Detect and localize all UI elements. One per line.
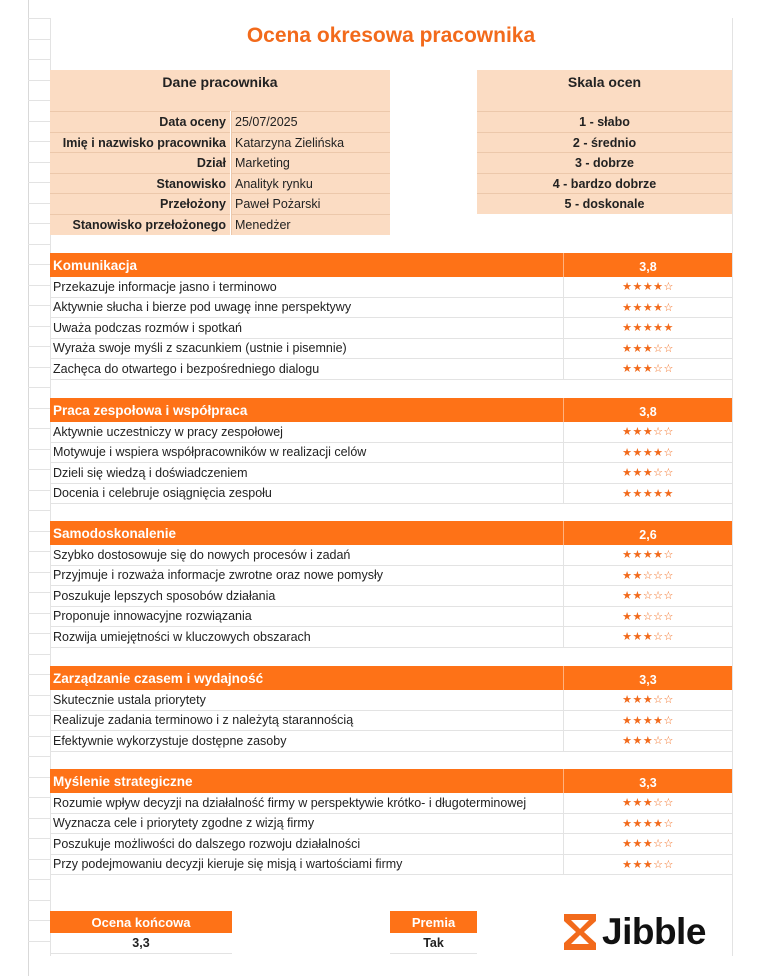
criterion-text: Przekazuje informacje jasno i terminowo <box>50 277 563 298</box>
criterion-text: Uważa podczas rozmów i spotkań <box>50 318 563 339</box>
criterion-text: Zachęca do otwartego i bezpośredniego dialogu <box>50 359 563 380</box>
criterion-text: Wyznacza cele i priorytety zgodne z wizją firmy <box>50 814 563 835</box>
rating-stars: ★★★★☆ <box>563 711 732 732</box>
rating-stars: ★★★☆☆ <box>563 855 732 876</box>
employee-spacer <box>50 94 390 111</box>
criterion-text: Poszukuje lepszych sposobów działania <box>50 586 563 607</box>
criterion-text: Rozumie wpływ decyzji na działalność firmy w perspektywie krótko- i długoterminowej <box>50 793 563 814</box>
jibble-logo <box>562 909 706 955</box>
criterion-text: Efektywnie wykorzystuje dostępne zasoby <box>50 731 563 752</box>
rating-stars: ★★★☆☆ <box>563 834 732 855</box>
rating-stars: ★★★☆☆ <box>563 731 732 752</box>
final-score-value: 3,3 <box>50 933 232 954</box>
rating-stars: ★★★☆☆ <box>563 690 732 711</box>
rating-stars: ★★★☆☆ <box>563 463 732 484</box>
rating-stars: ★★☆☆☆ <box>563 566 732 587</box>
section-header: Myślenie strategiczne <box>50 769 563 793</box>
employee-field-value: 25/07/2025 <box>231 111 390 132</box>
section-score: 3,3 <box>563 769 732 793</box>
rating-stars: ★★★★★ <box>563 318 732 339</box>
bonus-value: Tak <box>390 933 477 954</box>
rating-stars: ★★★★★ <box>563 484 732 505</box>
scale-item: 2 - średnio <box>477 132 732 153</box>
scale-heading: Skala ocen <box>477 70 732 94</box>
employee-field-label: Dział <box>50 152 230 173</box>
criterion-text: Przyjmuje i rozważa informacje zwrotne oraz nowe pomysły <box>50 566 563 587</box>
criterion-text: Realizuje zadania terminowo i z należytą starannością <box>50 711 563 732</box>
criterion-text: Aktywnie uczestniczy w pracy zespołowej <box>50 422 563 443</box>
rating-stars: ★★★★☆ <box>563 814 732 835</box>
rating-stars: ★★★☆☆ <box>563 627 732 648</box>
final-score-label: Ocena końcowa <box>50 911 232 933</box>
scale-item: 1 - słabo <box>477 111 732 132</box>
employee-field-value: Marketing <box>231 152 390 173</box>
scale-item: 3 - dobrze <box>477 152 732 173</box>
section-score: 3,8 <box>563 398 732 422</box>
employee-field-label: Data oceny <box>50 111 230 132</box>
section-score: 3,8 <box>563 253 732 277</box>
criterion-text: Docenia i celebruje osiągnięcia zespołu <box>50 484 563 505</box>
rating-stars: ★★★★☆ <box>563 298 732 319</box>
rating-stars: ★★★☆☆ <box>563 422 732 443</box>
bonus-label: Premia <box>390 911 477 933</box>
criterion-text: Motywuje i wspiera współpracowników w realizacji celów <box>50 443 563 464</box>
criterion-text: Poszukuje możliwości do dalszego rozwoju działalności <box>50 834 563 855</box>
criterion-text: Skutecznie ustala priorytety <box>50 690 563 711</box>
employee-field-value: Menedżer <box>231 214 390 235</box>
criterion-text: Wyraża swoje myśli z szacunkiem (ustnie i pisemnie) <box>50 339 563 360</box>
rating-stars: ★★★☆☆ <box>563 359 732 380</box>
employee-field-label: Przełożony <box>50 193 230 214</box>
criterion-text: Aktywnie słucha i bierze pod uwagę inne perspektywy <box>50 298 563 319</box>
scale-item: 4 - bardzo dobrze <box>477 173 732 194</box>
criterion-text: Rozwija umiejętności w kluczowych obszarach <box>50 627 563 648</box>
page-title: Ocena okresowa pracownika <box>246 24 536 47</box>
rating-stars: ★★★★☆ <box>563 277 732 298</box>
rating-stars: ★★★☆☆ <box>563 339 732 360</box>
scale-item: 5 - doskonale <box>477 193 732 214</box>
employee-field-value: Analityk rynku <box>231 173 390 194</box>
employee-field-label: Imię i nazwisko pracownika <box>50 132 230 153</box>
rating-stars: ★★☆☆☆ <box>563 607 732 628</box>
jibble-hourglass-icon <box>562 912 598 952</box>
employee-field-value: Paweł Pożarski <box>231 193 390 214</box>
rating-stars: ★★☆☆☆ <box>563 586 732 607</box>
employee-field-label: Stanowisko przełożonego <box>50 214 230 235</box>
jibble-wordmark: Jibble <box>602 911 706 952</box>
rating-stars: ★★★☆☆ <box>563 793 732 814</box>
section-score: 3,3 <box>563 666 732 690</box>
row-header-border <box>28 0 29 976</box>
rating-stars: ★★★★☆ <box>563 545 732 566</box>
employee-field-value: Katarzyna Zielińska <box>231 132 390 153</box>
section-header: Praca zespołowa i współpraca <box>50 398 563 422</box>
rating-stars: ★★★★☆ <box>563 443 732 464</box>
criterion-text: Dzieli się wiedzą i doświadczeniem <box>50 463 563 484</box>
section-header: Komunikacja <box>50 253 563 277</box>
employee-field-label: Stanowisko <box>50 173 230 194</box>
criterion-text: Przy podejmowaniu decyzji kieruje się misją i wartościami firmy <box>50 855 563 876</box>
section-header: Samodoskonalenie <box>50 521 563 545</box>
section-score: 2,6 <box>563 521 732 545</box>
scale-spacer <box>477 94 732 111</box>
criterion-text: Szybko dostosowuje się do nowych procesów i zadań <box>50 545 563 566</box>
employee-heading: Dane pracownika <box>50 70 390 94</box>
section-header: Zarządzanie czasem i wydajność <box>50 666 563 690</box>
criterion-text: Proponuje innowacyjne rozwiązania <box>50 607 563 628</box>
